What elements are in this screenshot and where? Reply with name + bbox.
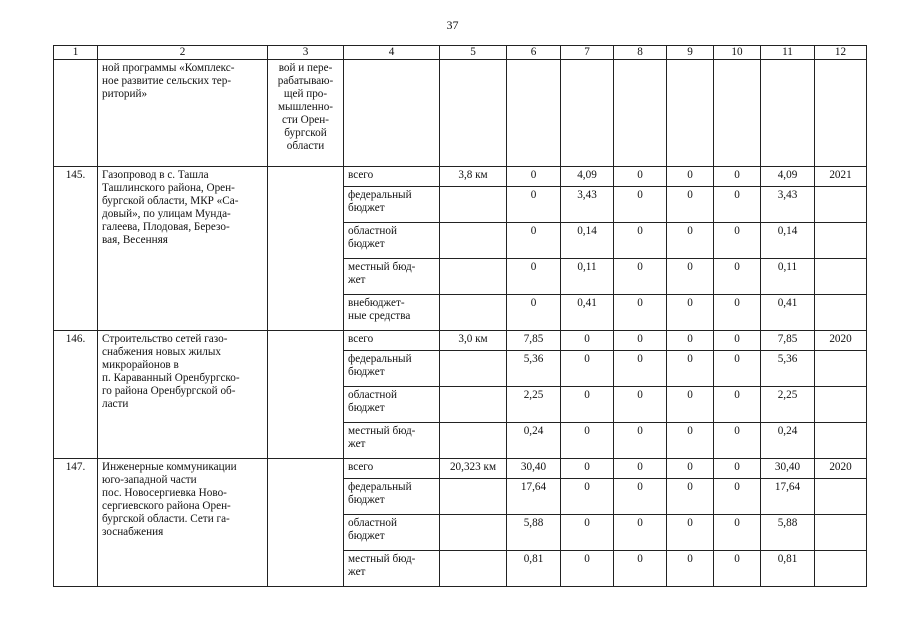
value-cell: 30,40: [761, 459, 815, 479]
year-cell: [815, 187, 867, 223]
year-cell: 2020: [815, 331, 867, 351]
length-cell: [440, 223, 507, 259]
value-cell: 0: [714, 515, 761, 551]
value-cell: 0: [614, 423, 667, 459]
value-cell: 0: [714, 479, 761, 515]
value-cell: 0: [561, 479, 614, 515]
value-cell: 0: [667, 295, 714, 331]
value-cell: 0: [714, 459, 761, 479]
value-cell: 0: [714, 331, 761, 351]
value-cell: 0: [714, 551, 761, 587]
value-cell: 0: [714, 167, 761, 187]
funding-source-cell: областной бюджет: [344, 223, 440, 259]
value-cell: [440, 60, 507, 167]
year-cell: [815, 295, 867, 331]
value-cell: 0: [667, 259, 714, 295]
value-cell: 0: [614, 259, 667, 295]
year-cell: [815, 515, 867, 551]
value-cell: 0: [667, 479, 714, 515]
page-number: 37: [446, 18, 459, 32]
value-cell: 0,41: [561, 295, 614, 331]
funding-source-cell: местный бюд- жет: [344, 551, 440, 587]
department-cell: вой и пере- рабатываю- щей про- мышленно- сти Орен- бургской области: [268, 60, 344, 167]
value-cell: 0: [714, 423, 761, 459]
investment-table: [53, 45, 867, 587]
value-cell: 0: [614, 479, 667, 515]
value-cell: 2,25: [761, 387, 815, 423]
value-cell: 0: [714, 295, 761, 331]
column-header: 2: [98, 46, 268, 60]
year-cell: [815, 387, 867, 423]
length-cell: [440, 423, 507, 459]
year-cell: [815, 423, 867, 459]
value-cell: 17,64: [761, 479, 815, 515]
year-cell: [815, 351, 867, 387]
value-cell: 7,85: [507, 331, 561, 351]
table-row: [54, 459, 867, 479]
value-cell: [815, 60, 867, 167]
funding-source-cell: областной бюджет: [344, 515, 440, 551]
value-cell: 0: [714, 259, 761, 295]
funding-source-cell: федеральный бюджет: [344, 187, 440, 223]
object-name-cell: Инженерные коммуникации юго-западной части пос. Новосергиевка Ново- сергиевского района Орен- бургской области. Сети га- зоснабжения: [98, 459, 268, 587]
year-cell: [815, 551, 867, 587]
value-cell: 0,11: [761, 259, 815, 295]
length-cell: [440, 351, 507, 387]
column-header: 5: [440, 46, 507, 60]
object-name-cell: ной программы «Комплекс- ное развитие сельских тер- риторий»: [98, 60, 268, 167]
value-cell: 0: [667, 331, 714, 351]
table-body: [54, 46, 867, 587]
column-header: 8: [614, 46, 667, 60]
row-number-cell: [54, 60, 98, 167]
column-header: 9: [667, 46, 714, 60]
value-cell: 17,64: [507, 479, 561, 515]
year-cell: [815, 223, 867, 259]
column-header: 12: [815, 46, 867, 60]
value-cell: 0,81: [761, 551, 815, 587]
value-cell: 0: [667, 167, 714, 187]
value-cell: 0: [561, 387, 614, 423]
value-cell: [344, 60, 440, 167]
year-cell: 2021: [815, 167, 867, 187]
value-cell: [507, 60, 561, 167]
column-header: 1: [54, 46, 98, 60]
value-cell: 0: [667, 515, 714, 551]
value-cell: [561, 60, 614, 167]
value-cell: 0: [507, 223, 561, 259]
item-number-cell: 147.: [54, 459, 98, 587]
value-cell: 0: [614, 459, 667, 479]
column-header: 7: [561, 46, 614, 60]
funding-source-cell: всего: [344, 331, 440, 351]
value-cell: 0,41: [761, 295, 815, 331]
value-cell: 0: [614, 351, 667, 387]
value-cell: 3,43: [761, 187, 815, 223]
value-cell: 0: [667, 423, 714, 459]
value-cell: 0: [561, 515, 614, 551]
year-cell: 2020: [815, 459, 867, 479]
value-cell: [614, 60, 667, 167]
value-cell: 0: [614, 387, 667, 423]
value-cell: 4,09: [761, 167, 815, 187]
value-cell: 4,09: [561, 167, 614, 187]
value-cell: 0,14: [761, 223, 815, 259]
value-cell: 0: [507, 187, 561, 223]
value-cell: 0: [507, 259, 561, 295]
value-cell: 30,40: [507, 459, 561, 479]
value-cell: 0: [614, 167, 667, 187]
value-cell: 0,81: [507, 551, 561, 587]
value-cell: 0: [561, 423, 614, 459]
length-cell: [440, 387, 507, 423]
department-cell: [268, 167, 344, 331]
column-header: 3: [268, 46, 344, 60]
value-cell: 5,88: [507, 515, 561, 551]
value-cell: 0: [561, 551, 614, 587]
value-cell: 0: [714, 187, 761, 223]
value-cell: 5,36: [507, 351, 561, 387]
table-row: [54, 331, 867, 351]
object-name-cell: Газопровод в с. Ташла Ташлинского района, Орен- бургской области, МКР «Са- довый», по улицам Мунда- галеева, Плодовая, Березо- вая, Весенняя: [98, 167, 268, 331]
item-number-cell: 145.: [54, 167, 98, 331]
value-cell: [667, 60, 714, 167]
value-cell: 0: [507, 167, 561, 187]
value-cell: 0,24: [507, 423, 561, 459]
value-cell: 0,14: [561, 223, 614, 259]
value-cell: 2,25: [507, 387, 561, 423]
value-cell: 5,88: [761, 515, 815, 551]
department-cell: [268, 459, 344, 587]
value-cell: 0: [614, 295, 667, 331]
value-cell: 0: [667, 351, 714, 387]
department-cell: [268, 331, 344, 459]
object-name-cell: Строительство сетей газо- снабжения новых жилых микрорайонов в п. Караванный Оренбургско- го района Оренбургской об- ласти: [98, 331, 268, 459]
length-cell: [440, 479, 507, 515]
value-cell: 3,43: [561, 187, 614, 223]
length-cell: [440, 295, 507, 331]
funding-source-cell: федеральный бюджет: [344, 479, 440, 515]
length-cell: [440, 187, 507, 223]
value-cell: 0: [614, 223, 667, 259]
value-cell: 0: [561, 331, 614, 351]
table-row: [54, 167, 867, 187]
value-cell: 0: [667, 187, 714, 223]
value-cell: 0: [667, 551, 714, 587]
length-cell: [440, 551, 507, 587]
value-cell: 0: [714, 387, 761, 423]
value-cell: 0: [667, 223, 714, 259]
column-header: 4: [344, 46, 440, 60]
value-cell: 0: [561, 459, 614, 479]
column-header: 10: [714, 46, 761, 60]
value-cell: 0: [714, 351, 761, 387]
year-cell: [815, 479, 867, 515]
length-cell: 3,8 км: [440, 167, 507, 187]
value-cell: 0: [614, 515, 667, 551]
header-row: [54, 46, 867, 60]
value-cell: 0: [614, 331, 667, 351]
value-cell: 0: [714, 223, 761, 259]
funding-source-cell: местный бюд- жет: [344, 259, 440, 295]
value-cell: 0: [614, 187, 667, 223]
column-header: 6: [507, 46, 561, 60]
year-cell: [815, 259, 867, 295]
value-cell: [761, 60, 815, 167]
funding-source-cell: местный бюд- жет: [344, 423, 440, 459]
value-cell: 0: [507, 295, 561, 331]
value-cell: 0,24: [761, 423, 815, 459]
length-cell: [440, 259, 507, 295]
funding-source-cell: всего: [344, 459, 440, 479]
value-cell: 0: [614, 551, 667, 587]
value-cell: 0,11: [561, 259, 614, 295]
value-cell: 5,36: [761, 351, 815, 387]
funding-source-cell: федеральный бюджет: [344, 351, 440, 387]
funding-source-cell: всего: [344, 167, 440, 187]
value-cell: 0: [561, 351, 614, 387]
continuation-row: [54, 60, 867, 167]
length-cell: 3,0 км: [440, 331, 507, 351]
value-cell: 0: [667, 459, 714, 479]
value-cell: 0: [667, 387, 714, 423]
length-cell: 20,323 км: [440, 459, 507, 479]
funding-source-cell: областной бюджет: [344, 387, 440, 423]
value-cell: [714, 60, 761, 167]
value-cell: 7,85: [761, 331, 815, 351]
column-header: 11: [761, 46, 815, 60]
funding-source-cell: внебюджет- ные средства: [344, 295, 440, 331]
item-number-cell: 146.: [54, 331, 98, 459]
length-cell: [440, 515, 507, 551]
